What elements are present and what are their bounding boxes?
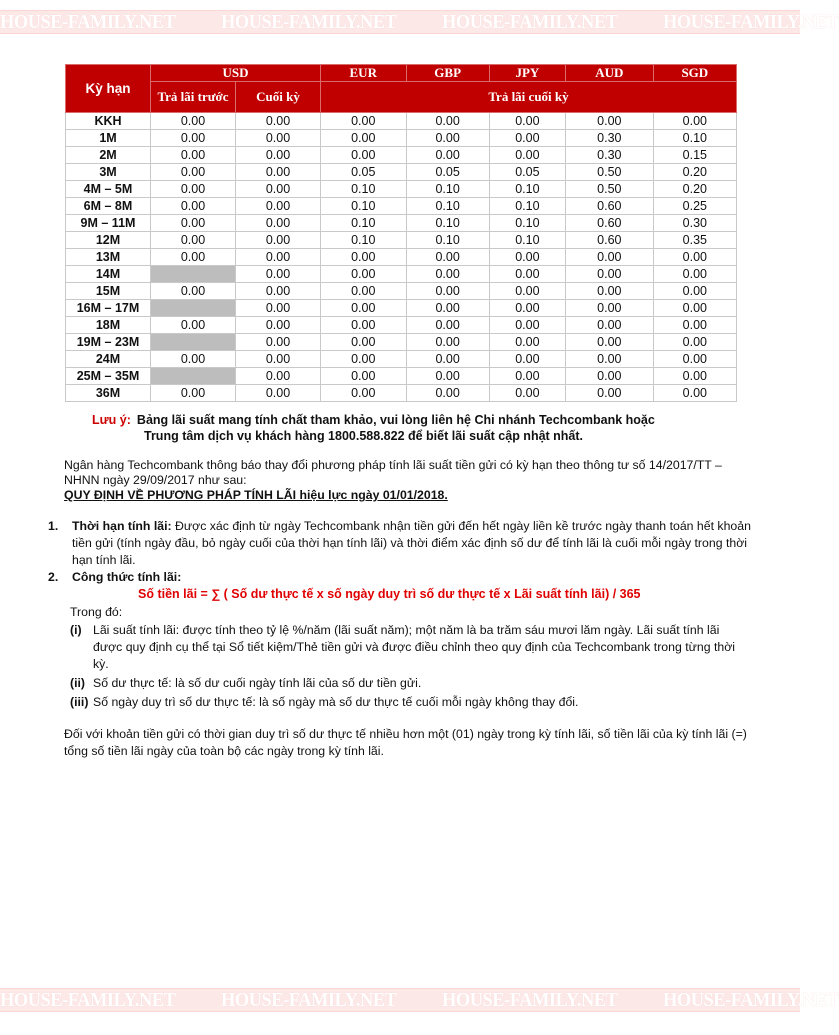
- rate-cell: 0.00: [489, 130, 565, 147]
- watermark-banner-top: [0, 10, 839, 34]
- rate-cell: 0.00: [489, 368, 565, 385]
- rate-cell: 0.00: [151, 113, 236, 130]
- rate-cell: 0.00: [321, 368, 407, 385]
- term-cell: 19M – 23M: [66, 334, 151, 351]
- interest-formula: Số tiền lãi = ∑ ( Số dư thực tế x số ngày duy trì số dư thực tế x Lãi suất tính lãi) / 365: [138, 587, 641, 601]
- rate-cell: 0.00: [565, 317, 653, 334]
- table-row: [66, 181, 737, 198]
- intro-text: Ngân hàng Techcombank thông báo thay đổi phương pháp tính lãi suất tiền gửi có kỳ hạn theo thông tư số 14/2017/TT – NHNN ngày 29/09/2017 như sau:: [64, 458, 722, 487]
- rate-cell: 0.00: [406, 368, 489, 385]
- rate-cell: 0.10: [406, 181, 489, 198]
- rate-cell: 0.00: [236, 181, 321, 198]
- unavailable-cell: [151, 334, 236, 351]
- rate-cell: 0.35: [653, 232, 736, 249]
- rate-cell: 0.00: [236, 198, 321, 215]
- rate-cell: 0.00: [321, 249, 407, 266]
- rate-cell: 0.00: [565, 351, 653, 368]
- rate-cell: 0.05: [489, 164, 565, 181]
- header-term: Kỳ hạn: [66, 65, 151, 113]
- rate-cell: 0.20: [653, 181, 736, 198]
- rate-cell: 0.00: [236, 368, 321, 385]
- rate-cell: 0.00: [151, 164, 236, 181]
- rate-cell: 0.00: [321, 113, 407, 130]
- section-number: 1.: [48, 519, 59, 533]
- rate-cell: 0.00: [321, 385, 407, 402]
- watermark-banner-bottom: [0, 988, 839, 1012]
- table-row: [66, 334, 737, 351]
- term-cell: 13M: [66, 249, 151, 266]
- rate-cell: 0.00: [151, 317, 236, 334]
- note-line-1: Bảng lãi suất mang tính chất tham khảo, vui lòng liên hệ Chi nhánh Techcombank hoặc: [136, 413, 655, 427]
- rate-cell: 0.10: [321, 232, 407, 249]
- rate-cell: 0.10: [406, 232, 489, 249]
- regulation-title: QUY ĐỊNH VỀ PHƯƠNG PHÁP TÍNH LÃI hiệu lực ngày 01/01/2018.: [64, 488, 448, 502]
- rate-cell: 0.20: [653, 164, 736, 181]
- table-row: [66, 113, 737, 130]
- term-cell: 6M – 8M: [66, 198, 151, 215]
- term-cell: 1M: [66, 130, 151, 147]
- rate-cell: 0.00: [565, 266, 653, 283]
- rate-cell: 0.15: [653, 147, 736, 164]
- item-marker: (i): [70, 623, 82, 637]
- rate-cell: 0.00: [406, 283, 489, 300]
- rate-cell: 0.60: [565, 232, 653, 249]
- rate-cell: 0.10: [321, 181, 407, 198]
- watermark-text: HOUSE-FAMILY.NET: [221, 988, 397, 1011]
- rate-cell: 0.30: [565, 130, 653, 147]
- rate-cell: 0.60: [565, 198, 653, 215]
- rate-cell: 0.00: [236, 283, 321, 300]
- rate-cell: 0.25: [653, 198, 736, 215]
- definition-item: [70, 622, 750, 673]
- rate-cell: 0.00: [406, 334, 489, 351]
- rate-cell: 0.30: [653, 215, 736, 232]
- rate-cell: 0.05: [321, 164, 407, 181]
- section-text: Được xác định từ ngày Techcombank nhận tiền gửi đến hết ngày liền kề trước ngày thanh toán hết khoản tiền gửi (tính ngày đầu, bỏ ngày cuối của thời hạn tính lãi) và thời điểm xác định số dư để tính lãi là cuối mỗi ngày trong thời hạn tính lãi.: [72, 519, 751, 567]
- rate-cell: 0.00: [321, 283, 407, 300]
- header-usd-prepaid: Trả lãi trước: [151, 82, 236, 113]
- watermark-text: HOUSE-FAMILY.NET: [0, 10, 176, 33]
- rate-cell: 0.00: [151, 249, 236, 266]
- table-row: [66, 147, 737, 164]
- rate-cell: 0.00: [653, 351, 736, 368]
- table-row: [66, 283, 737, 300]
- rate-cell: 0.00: [489, 385, 565, 402]
- rate-cell: 0.00: [151, 147, 236, 164]
- rate-cell: 0.10: [489, 232, 565, 249]
- rate-cell: 0.00: [653, 368, 736, 385]
- rate-cell: 0.05: [406, 164, 489, 181]
- where-label: Trong đó:: [70, 605, 123, 619]
- rate-cell: 0.00: [151, 232, 236, 249]
- rate-cell: 0.00: [489, 317, 565, 334]
- note-line-2: Trung tâm dịch vụ khách hàng 1800.588.822 để biết lãi suất cập nhật nhất.: [144, 429, 584, 443]
- rate-cell: 0.00: [489, 351, 565, 368]
- watermark-text: HOUSE-FAMILY.NET: [663, 988, 839, 1011]
- rate-cell: 0.00: [236, 130, 321, 147]
- rate-cell: 0.00: [236, 113, 321, 130]
- rate-cell: 0.00: [321, 266, 407, 283]
- term-cell: 14M: [66, 266, 151, 283]
- table-row: [66, 351, 737, 368]
- table-row: [66, 164, 737, 181]
- rate-cell: 0.00: [565, 368, 653, 385]
- watermark-text: HOUSE-FAMILY.NET: [0, 988, 176, 1011]
- rate-cell: 0.00: [236, 249, 321, 266]
- rate-cell: 0.00: [151, 130, 236, 147]
- table-row: [66, 368, 737, 385]
- definition-item: [70, 694, 750, 711]
- rate-cell: 0.10: [406, 198, 489, 215]
- rate-cell: 0.50: [565, 181, 653, 198]
- rate-cell: 0.00: [321, 351, 407, 368]
- rate-cell: 0.00: [489, 249, 565, 266]
- rate-cell: 0.00: [565, 300, 653, 317]
- rate-cell: 0.00: [406, 317, 489, 334]
- header-eur: EUR: [321, 65, 407, 82]
- table-row: [66, 249, 737, 266]
- watermark-text: HOUSE-FAMILY.NET: [221, 10, 397, 33]
- rate-cell: 0.00: [151, 181, 236, 198]
- rate-cell: 0.10: [489, 181, 565, 198]
- rate-cell: 0.00: [321, 147, 407, 164]
- term-cell: 2M: [66, 147, 151, 164]
- rate-cell: 0.10: [321, 215, 407, 232]
- term-cell: 4M – 5M: [66, 181, 151, 198]
- item-text: Số ngày duy trì số dư thực tế: là số ngày mà số dư thực tế cuối mỗi ngày không thay đổi.: [93, 695, 579, 709]
- rate-cell: 0.00: [653, 334, 736, 351]
- table-row: [66, 198, 737, 215]
- rate-cell: 0.00: [653, 317, 736, 334]
- rate-cell: 0.00: [489, 334, 565, 351]
- term-cell: 25M – 35M: [66, 368, 151, 385]
- header-sgd: SGD: [653, 65, 736, 82]
- section-title: Công thức tính lãi:: [72, 570, 182, 584]
- rate-cell: 0.00: [321, 317, 407, 334]
- header-usd: USD: [151, 65, 321, 82]
- note-label: Lưu ý:: [92, 413, 131, 427]
- term-cell: 3M: [66, 164, 151, 181]
- rate-cell: 0.00: [236, 147, 321, 164]
- rate-cell: 0.30: [565, 147, 653, 164]
- rate-cell: 0.00: [653, 385, 736, 402]
- rate-cell: 0.00: [565, 385, 653, 402]
- term-cell: 15M: [66, 283, 151, 300]
- term-cell: KKH: [66, 113, 151, 130]
- rate-cell: 0.00: [406, 300, 489, 317]
- unavailable-cell: [151, 266, 236, 283]
- rate-cell: 0.00: [406, 351, 489, 368]
- header-end-of-term: Trả lãi cuối kỳ: [321, 82, 737, 113]
- rate-cell: 0.00: [653, 113, 736, 130]
- rate-cell: 0.10: [406, 215, 489, 232]
- rate-cell: 0.10: [653, 130, 736, 147]
- unavailable-cell: [151, 300, 236, 317]
- rate-cell: 0.00: [236, 232, 321, 249]
- rate-cell: 0.00: [236, 164, 321, 181]
- section-title: Thời hạn tính lãi:: [72, 519, 172, 533]
- rate-cell: 0.00: [565, 113, 653, 130]
- closing-paragraph: Đối với khoản tiền gửi có thời gian duy trì số dư thực tế nhiều hơn một (01) ngày trong kỳ tính lãi, số tiền lãi của kỳ tính lãi (=) tổng số tiền lãi ngày của toàn bộ các ngày trong kỳ tính lãi.: [64, 727, 747, 758]
- rate-cell: 0.00: [406, 385, 489, 402]
- rate-cell: 0.60: [565, 215, 653, 232]
- section-1: [48, 518, 768, 569]
- table-row: [66, 232, 737, 249]
- table-row: [66, 385, 737, 402]
- table-row: [66, 266, 737, 283]
- table-row: [66, 130, 737, 147]
- table-row: [66, 317, 737, 334]
- watermark-text: HOUSE-FAMILY.NET: [663, 10, 839, 33]
- rate-cell: 0.00: [653, 283, 736, 300]
- term-cell: 24M: [66, 351, 151, 368]
- definition-item: [70, 675, 750, 692]
- rate-cell: 0.00: [653, 266, 736, 283]
- header-usd-end: Cuối kỳ: [236, 82, 321, 113]
- rate-cell: 0.00: [489, 266, 565, 283]
- rate-cell: 0.00: [565, 249, 653, 266]
- rate-cell: 0.00: [406, 249, 489, 266]
- item-marker: (iii): [70, 695, 89, 709]
- item-text: Lãi suất tính lãi: được tính theo tỷ lệ %/năm (lãi suất năm); một năm là ba trăm sáu mươi lăm ngày. Lãi suất tính lãi được quy định cụ thể tại Sổ tiết kiệm/Thẻ tiền gửi và được điều chỉnh theo quy định của Techcombank trong từng thời kỳ.: [93, 623, 736, 671]
- rate-cell: 0.00: [406, 113, 489, 130]
- intro: [64, 458, 744, 503]
- header-aud: AUD: [565, 65, 653, 82]
- section-number: 2.: [48, 570, 59, 584]
- rate-cell: 0.00: [321, 130, 407, 147]
- item-marker: (ii): [70, 676, 86, 690]
- rate-cell: 0.00: [236, 215, 321, 232]
- rate-cell: 0.00: [236, 351, 321, 368]
- rate-cell: 0.00: [236, 300, 321, 317]
- rate-cell: 0.00: [653, 300, 736, 317]
- rate-cell: 0.00: [489, 300, 565, 317]
- rate-cell: 0.10: [489, 198, 565, 215]
- table-row: [66, 215, 737, 232]
- note: [92, 412, 655, 444]
- rate-cell: 0.00: [151, 351, 236, 368]
- rate-cell: 0.00: [236, 385, 321, 402]
- rate-cell: 0.00: [151, 215, 236, 232]
- rate-cell: 0.00: [489, 113, 565, 130]
- rate-cell: 0.00: [406, 147, 489, 164]
- definition-list: [70, 622, 750, 713]
- header-gbp: GBP: [406, 65, 489, 82]
- rate-cell: 0.00: [236, 334, 321, 351]
- rate-cell: 0.00: [489, 283, 565, 300]
- rate-cell: 0.00: [236, 266, 321, 283]
- term-cell: 36M: [66, 385, 151, 402]
- table-body: [66, 113, 737, 402]
- rate-cell: 0.00: [653, 249, 736, 266]
- rate-cell: 0.00: [151, 385, 236, 402]
- rate-cell: 0.00: [489, 147, 565, 164]
- term-cell: 18M: [66, 317, 151, 334]
- interest-rate-table: [65, 64, 737, 402]
- table-row: [66, 300, 737, 317]
- rate-cell: 0.00: [565, 334, 653, 351]
- rate-cell: 0.00: [565, 283, 653, 300]
- term-cell: 12M: [66, 232, 151, 249]
- rate-cell: 0.10: [489, 215, 565, 232]
- watermark-text: HOUSE-FAMILY.NET: [442, 10, 618, 33]
- unavailable-cell: [151, 368, 236, 385]
- header-jpy: JPY: [489, 65, 565, 82]
- rate-cell: 0.00: [151, 198, 236, 215]
- rate-cell: 0.00: [406, 130, 489, 147]
- item-text: Số dư thực tế: là số dư cuối ngày tính lãi của số dư tiền gửi.: [93, 676, 422, 690]
- rate-cell: 0.50: [565, 164, 653, 181]
- term-cell: 16M – 17M: [66, 300, 151, 317]
- watermark-text: HOUSE-FAMILY.NET: [442, 988, 618, 1011]
- rate-cell: 0.00: [321, 334, 407, 351]
- rate-cell: 0.00: [406, 266, 489, 283]
- rate-cell: 0.00: [321, 300, 407, 317]
- rate-cell: 0.10: [321, 198, 407, 215]
- section-2: [48, 569, 768, 586]
- rate-cell: 0.00: [151, 283, 236, 300]
- rate-cell: 0.00: [236, 317, 321, 334]
- term-cell: 9M – 11M: [66, 215, 151, 232]
